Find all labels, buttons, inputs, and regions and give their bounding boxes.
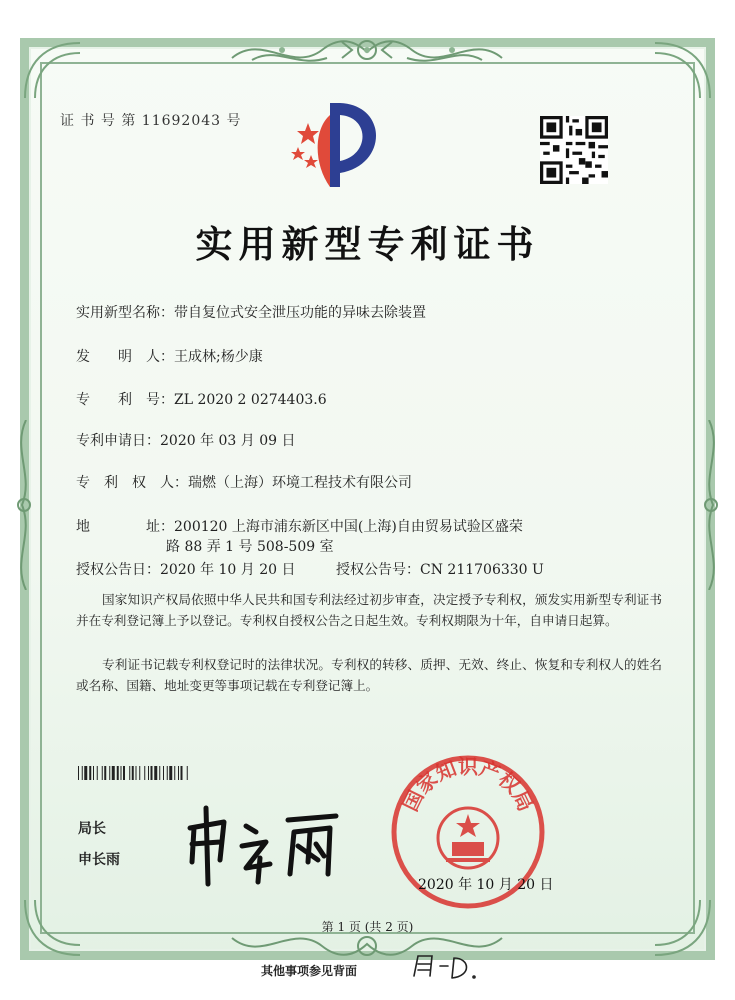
field-address (76, 516, 523, 536)
field-label: 专 利 号： (76, 392, 174, 408)
field-label: 实用新型名称： (76, 305, 174, 321)
top-ornament (222, 28, 512, 76)
director-title: 局长 (78, 821, 106, 837)
field-address-line2 (166, 536, 334, 556)
seal-text: 国家知识产权局 (398, 754, 538, 815)
field-label: 授权公告号： (336, 562, 420, 578)
director-signature (176, 798, 346, 888)
certificate-title: 实用新型专利证书 (195, 222, 540, 266)
field-value: 路 88 弄 1 号 508-509 室 (166, 539, 334, 555)
field-patentee (76, 472, 412, 492)
field-label: 专 利 权 人： (76, 475, 188, 491)
field-patent-number (76, 389, 327, 409)
right-ornament (699, 420, 723, 590)
certificate-number: 证 书 号 第 11692043 号 (60, 113, 242, 129)
corner-ornament-tr (645, 38, 715, 108)
qr-code (540, 116, 608, 184)
field-value: 2020 年 10 月 20 日 (160, 562, 296, 578)
barcode (78, 766, 250, 780)
page-number: 第 1 页 (共 2 页) (321, 920, 414, 934)
handwritten-note (410, 950, 480, 982)
field-value: 带自复位式安全泄压功能的异味去除装置 (174, 305, 426, 321)
field-value: CN 211706330 U (420, 562, 544, 578)
field-application-date (76, 430, 296, 450)
field-value: 2020 年 03 月 09 日 (160, 433, 296, 449)
field-utility-model-name (76, 302, 426, 322)
left-ornament (12, 420, 36, 590)
statement-paragraph-2: 专利证书记载专利权登记时的法律状况。专利权的转移、质押、无效、终止、恢复和专利权人的姓名或名称、国籍、地址变更等事项记载在专利登记簿上。 (76, 657, 662, 693)
cnipa-logo (278, 95, 388, 195)
field-value: ZL 2020 2 0274403.6 (174, 392, 327, 408)
field-grant-number (336, 559, 544, 579)
field-value: 200120 上海市浦东新区中国(上海)自由贸易试验区盛荣 (174, 519, 523, 535)
field-label: 专利申请日： (76, 433, 160, 449)
field-grant-date (76, 559, 296, 579)
back-note: 其他事项参见背面 (261, 964, 358, 978)
corner-ornament-tl (20, 38, 90, 108)
field-inventor (76, 346, 263, 366)
director-name: 申长雨 (78, 852, 120, 868)
statement-paragraph-1: 国家知识产权局依照中华人民共和国专利法经过初步审查，决定授予专利权，颁发实用新型专利证书并在专利登记簿上予以登记。专利权自授权公告之日起生效。专利权期限为十年，自申请日起算。 (76, 592, 662, 628)
field-label: 授权公告日： (76, 562, 160, 578)
field-value: 王成林;杨少康 (174, 349, 263, 365)
field-label: 地 址： (76, 519, 174, 535)
svg-text:国家知识产权局 (398, 755, 538, 815)
field-value: 瑞燃（上海）环境工程技术有限公司 (188, 475, 412, 491)
issue-date: 2020 年 10 月 20 日 (418, 877, 554, 893)
field-label: 发 明 人： (76, 349, 174, 365)
